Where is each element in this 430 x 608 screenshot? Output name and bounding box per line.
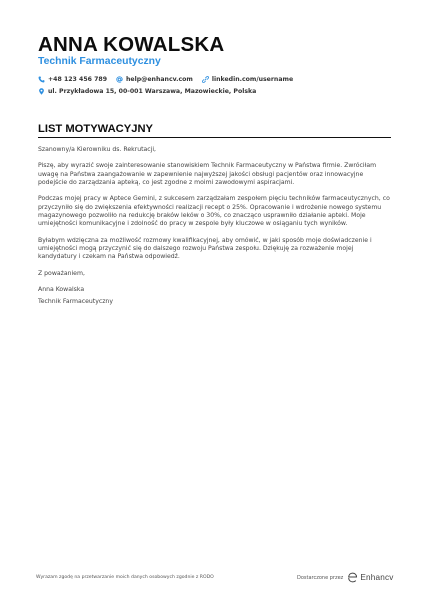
gdpr-consent-note: Wyrazam zgodę na przetwarzanie moich danych osobowych zgodnie z RODO <box>36 575 214 580</box>
address-row <box>38 88 256 95</box>
signature-title: Technik Farmaceutyczny <box>38 298 113 306</box>
phone-text: +48 123 456 789 <box>48 76 108 83</box>
section-title: LIST MOTYWACYJNY <box>38 123 153 135</box>
contact-address <box>38 88 256 95</box>
paragraph-experience: Podczas mojej pracy w Aptece Gemini, z sukcesem zarządzałam zespołem pięciu techników farmaceutycznych, co przyczyniło się do zwiększenia efektywności realizacji recept o 25%. Opracowanie i wdrożenie nowego systemu magazynowego pozwoliło na redukcję braków leków o 30%, co znacząco usprawniło działanie apteki. Moje umiejętności komunikacyjne i zdolność do pracy w zespole były kluczowe w osiąganiu tych wyników. <box>38 195 390 228</box>
at-sign-icon <box>116 76 123 83</box>
section-divider <box>38 137 391 138</box>
applicant-name: ANNA KOWALSKA <box>38 33 225 56</box>
enhancv-logo-icon <box>347 572 358 583</box>
paragraph-interest: Piszę, aby wyrazić swoje zainteresowanie stanowiskiem Technik Farmaceutyczny w Państwa firmie. Zwróciłam uwagę na Państwa zaangażowanie w zapewnienie najwyższej jakości obsługi pacjentów oraz innowacyjne podejście do zarządzania apteką, co jest zgodne z moimi zawodowymi aspiracjami. <box>38 162 377 187</box>
email-text: help@enhancv.com <box>126 76 193 83</box>
paragraph-request: Byłabym wdzięczna za możliwość rozmowy kwalifikacyjnej, aby omówić, w jaki sposób moje doświadczenie i umiejętności mogą przyczynić się do dalszego rozwoju Państwa zespołu. Dziękuję za rozważenie mojej kandydatury i czekam na Państwa odpowiedź. <box>38 236 372 261</box>
brand-logo <box>347 572 393 583</box>
address-text: ul. Przykładowa 15, 00-001 Warszawa, Mazowieckie, Polska <box>48 88 257 95</box>
closing: Z poważaniem, <box>38 269 85 277</box>
contact-linkedin[interactable] <box>202 76 293 83</box>
applicant-job-title: Technik Farmaceutyczny <box>38 56 161 67</box>
letter-body <box>38 146 392 315</box>
contact-email[interactable] <box>116 76 193 83</box>
provided-by-label: Dostarczone przez <box>297 574 344 581</box>
linkedin-text: linkedin.com/username <box>211 76 294 83</box>
contact-phone <box>38 76 107 83</box>
salutation: Szanowny/a Kierowniku ds. Rekrutacji, <box>38 146 157 153</box>
footer-brand[interactable] <box>297 572 394 583</box>
signature-name: Anna Kowalska <box>38 286 85 294</box>
brand-wordmark: Enhancv <box>360 573 394 582</box>
link-icon <box>202 76 209 83</box>
location-pin-icon <box>38 88 45 95</box>
contact-row <box>38 76 293 83</box>
phone-icon <box>38 76 45 83</box>
